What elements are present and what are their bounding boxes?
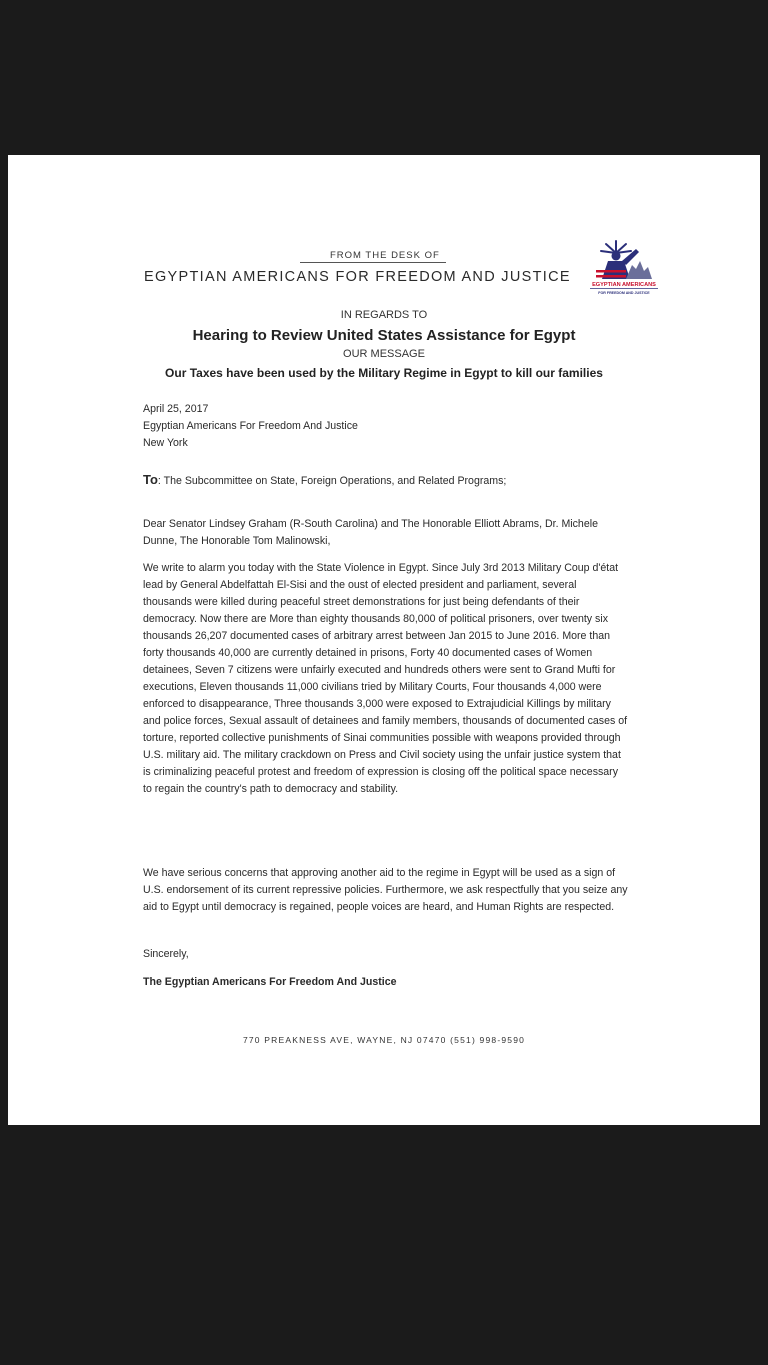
letterhead-divider (300, 262, 446, 263)
letter-page (8, 155, 760, 1125)
body-paragraph-1: We write to alarm you today with the State Violence in Egypt. Since July 3rd 2013 Military Coup d'état lead by General Abdelfattah El-Sisi and the oust of elected president and parliament, several thousands were killed during peaceful street demonstrations for just being defendants of their democracy. Now there are More than eighty thousands 80,000 of political prisoners, over twenty six thousands 26,207 documented cases of arbitrary arrest between Jan 2015 to June 2016. More than forty thousands 40,000 are currently detained in prisons, Forty 40 documented cases of Women detainees, Seven 7 citizens were unfairly executed and hundreds others were sent to Grand Mufti for executions, Eleven thousands 11,000 civilians tried by Military Courts, Four thousands 4,000 were enforced to disappearance, Three thousands 3,000 were exposed to Extrajudicial Killings by military and police forces, Sexual assault of detainees and family members, thousands of documented cases of torture, reported collective punishments of Sinai communities possible with weapons provided through U.S. military aid. The military crackdown on Press and Civil society using the unfair justice system that is criminalizing peaceful protest and freedom of expression is closing off the political space necessary to regain the country's path to democracy and stability. (143, 561, 628, 795)
organization-name: EGYPTIAN AMERICANS FOR FREEDOM AND JUSTICE (144, 269, 571, 285)
sender-name: Egyptian Americans For Freedom And Justice (143, 420, 358, 432)
recipient-text: : The Subcommittee on State, Foreign Operations, and Related Programs; (157, 475, 507, 487)
recipient-line (143, 471, 628, 490)
footer-address: 770 PREAKNESS AVE, WAYNE, NJ 07470 (551) 998-9590 (242, 1035, 526, 1045)
statue-of-liberty-logo (586, 239, 662, 297)
letter-date: April 25, 2017 (143, 403, 209, 415)
from-desk-label: FROM THE DESK OF (330, 250, 440, 261)
logo-subtitle-text: FOR FREEDOM AND JUSTICE (598, 291, 650, 295)
body-paragraph-2: We have serious concerns that approving another aid to the regime in Egypt will be used as a sign of U.S. endorsement of its current repressive policies. Furthermore, we ask respectfully that you seize any aid to Egypt until democracy is regained, people voices are heard, and Human Rights are respected. (143, 866, 628, 913)
logo-title-text: EGYPTIAN AMERICANS (592, 282, 656, 288)
sender-city: New York (143, 437, 188, 449)
signature: The Egyptian Americans For Freedom And Justice (143, 975, 397, 988)
message-text: Our Taxes have been used by the Military Regime in Egypt to kill our families (165, 366, 603, 380)
message-label: OUR MESSAGE (343, 348, 425, 360)
hearing-title: Hearing to Review United States Assistance for Egypt (192, 327, 576, 344)
sender-block (143, 401, 628, 452)
salutation: Dear Senator Lindsey Graham (R-South Carolina) and The Honorable Elliott Abrams, Dr. Michele Dunne, The Honorable Tom Malinowski, (143, 517, 598, 547)
closing: Sincerely, (143, 947, 189, 960)
regards-label: IN REGARDS TO (340, 309, 428, 321)
to-label: To (143, 472, 158, 487)
